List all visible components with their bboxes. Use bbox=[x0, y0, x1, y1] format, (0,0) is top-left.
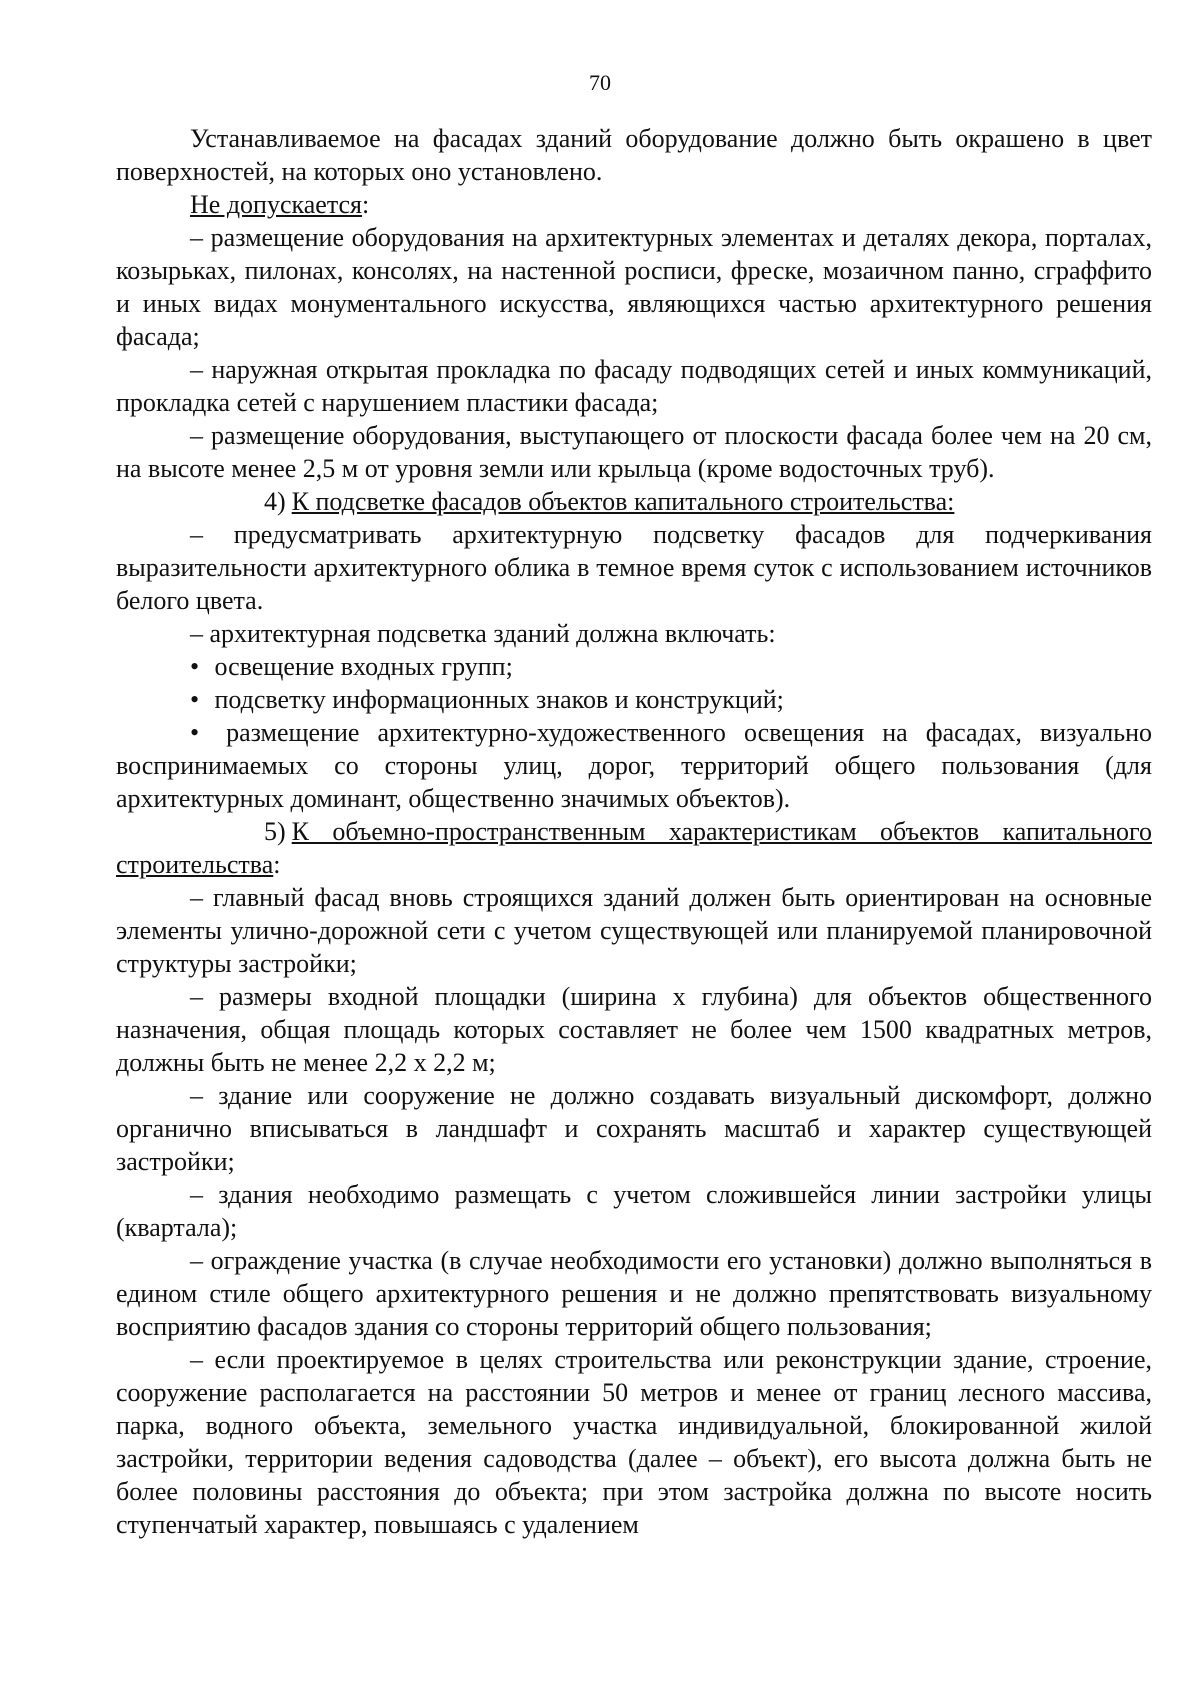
paragraph-decor-placement: – размещение оборудования на архитектурных элементах и деталях декора, порталах, козырьках, пилонах, консолях, на настенной росписи, фреске, мозаичном панно, сграффито и иных видах монументального искусства, являющихся частью архитектурного решения фасада; bbox=[116, 223, 1152, 351]
bullet-icon: • bbox=[190, 652, 200, 681]
paragraph-equipment-color: Устанавливаемое на фасадах зданий оборудование должно быть окрашено в цвет поверхностей, на которых оно установлено. bbox=[116, 124, 1152, 186]
section-5-colon: : bbox=[273, 850, 281, 879]
not-allowed-colon: : bbox=[362, 190, 370, 219]
not-allowed-label: Не допускается bbox=[190, 190, 362, 219]
section-5-heading bbox=[116, 815, 1152, 881]
paragraph-visual-comfort: – здание или сооружение не должно создавать визуальный дискомфорт, должно органично вписываться в ландшафт и сохранять масштаб и характер существующей застройки; bbox=[116, 1081, 1152, 1176]
section-4-title: К подсветке фасадов объектов капитального строительства: bbox=[291, 487, 955, 516]
bullet-item-entrance-lighting bbox=[116, 650, 1152, 683]
page-number: 70 bbox=[589, 70, 611, 95]
paragraph-building-line: – здания необходимо размещать с учетом сложившейся линии застройки улицы (квартала); bbox=[116, 1180, 1152, 1242]
paragraph-main-facade: – главный фасад вновь строящихся зданий должен быть ориентирован на основные элементы улично-дорожной сети с учетом существующей или планируемой планировочной структуры застройки; bbox=[116, 883, 1152, 978]
document-body bbox=[116, 122, 1152, 1541]
bullet-text: подсветку информационных знаков и конструкций; bbox=[214, 685, 784, 714]
not-allowed-heading bbox=[116, 188, 1152, 221]
bullet-text: размещение архитектурно-художественного освещения на фасадах, визуально воспринимаемых со стороны улиц, дорог, территорий общего пользования (для архитектурных доминант, общественно значимых объектов). bbox=[116, 718, 1152, 813]
section-5-number: 5) bbox=[264, 817, 286, 846]
paragraph-height-limit: – если проектируемое в целях строительства или реконструкции здание, строение, сооружение располагается на расстоянии 50 метров и менее от границ лесного массива, парка, водного объекта, земельного участка индивидуальной, блокированной жилой застройки, территории ведения садоводства (далее – объект), его высота должна быть не более половины расстояния до объекта; при этом застройка должна по высоте носить ступенчатый характер, повышаясь с удалением bbox=[116, 1345, 1152, 1539]
paragraph-fencing: – ограждение участка (в случае необходимости его установки) должно выполняться в едином стиле общего архитектурного решения и не должно препятствовать визуальному восприятию фасадов здания со стороны территорий общего пользования; bbox=[116, 1246, 1152, 1341]
bullet-item-sign-lighting bbox=[116, 683, 1152, 716]
section-4-heading bbox=[116, 485, 1152, 518]
bullet-item-artistic-lighting bbox=[116, 716, 1152, 815]
section-4-number: 4) bbox=[264, 487, 286, 516]
paragraph-external-networks: – наружная открытая прокладка по фасаду подводящих сетей и иных коммуникаций, прокладка сетей с нарушением пластики фасада; bbox=[116, 355, 1152, 417]
paragraph-lighting-includes: – архитектурная подсветка зданий должна включать: bbox=[190, 619, 776, 648]
bullet-icon: • bbox=[190, 685, 200, 714]
paragraph-facade-lighting: – предусматривать архитектурную подсветку фасадов для подчеркивания выразительности архитектурного облика в темное время суток с использованием источников белого цвета. bbox=[116, 520, 1152, 615]
section-5-title: К объемно-пространственным характеристикам объектов капитального строительства bbox=[116, 817, 1152, 879]
paragraph-entrance-size: – размеры входной площадки (ширина х глубина) для объектов общественного назначения, общая площадь которых составляет не более чем 1500 квадратных метров, должны быть не менее 2,2 х 2,2 м; bbox=[116, 982, 1152, 1077]
paragraph-protruding-equipment: – размещение оборудования, выступающего от плоскости фасада более чем на 20 см, на высоте менее 2,5 м от уровня земли или крыльца (кроме водосточных труб). bbox=[116, 421, 1152, 483]
bullet-text: освещение входных групп; bbox=[214, 652, 513, 681]
bullet-icon: • bbox=[190, 718, 200, 747]
